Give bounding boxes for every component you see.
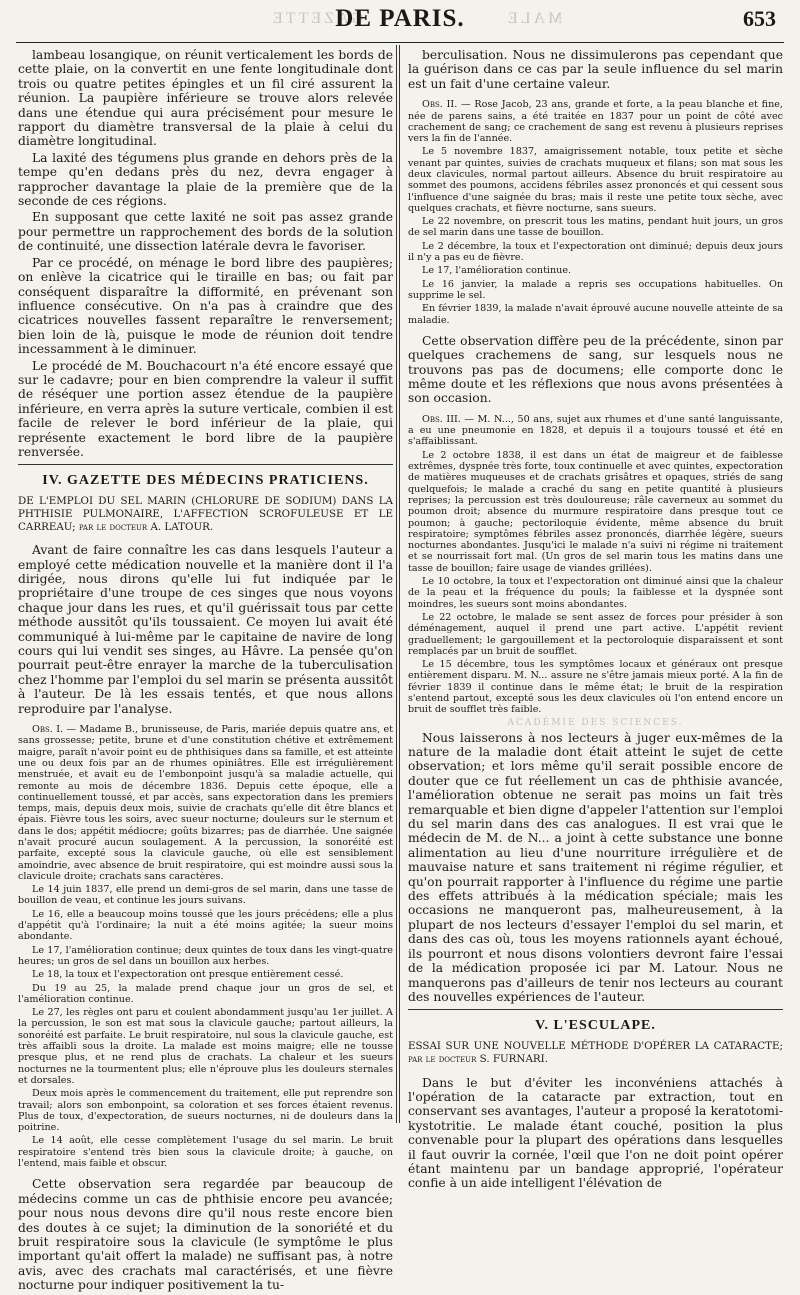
masthead-title: DE PARIS. <box>335 5 465 32</box>
observation-paragraph: Le 27, les règles ont paru et coulent abondamment jusqu'au 1er juillet. A la percussion, le son est mat sous la clavicule gauche; partout ailleurs, la sonoréité est parfaite. Le bruit respiratoire, nul sous la clavicule gauche, est très affaibli sous la droite. La malade est moins maigre; elle ne tousse presque plus, et ne rend plus de crachats. La chaleur et les sueurs nocturnes ne la tourmentent plus; elle n'éprouve plus les douleurs sternales et dorsales. <box>18 1007 393 1086</box>
left-column <box>18 48 393 1295</box>
paragraph: Par ce procédé, on ménage le bord libre des paupières; on enlève la cicatrice qui le tiraille en bas; ou fait par conséquent disparaître la difformité, en prévenant son influence consécutive. On n'a pas à craindre que des cicatrices nouvelles fassent reparaître le renversement; bien loin de là, puisque le mode de réunion doit tendre incessamment à le diminuer. <box>18 255 393 357</box>
observation-paragraph: Le 16, elle a beaucoup moins toussé que les jours précédens; elle a plus d'appétit qu'à l'ordinaire; la nuit a été moins agitée; la sueur moins abondante. <box>18 908 393 943</box>
section-heading: IV. GAZETTE DES MÉDECINS PRATICIENS. <box>42 473 369 489</box>
observation-paragraph: Le 14 août, elle cesse complètement l'usage du sel marin. Le bruit respiratoire s'entend très bien sous la clavicule droite; à gauche, on l'entend, mais faible et obscur. <box>18 1135 393 1170</box>
page-header <box>0 0 800 40</box>
observation-paragraph: Le 22 novembre, on prescrit tous les matins, pendant huit jours, un gros de sel marin dans une tasse de bouillon. <box>408 216 783 239</box>
column-divider <box>396 45 400 1123</box>
observation-paragraph: Du 19 au 25, la malade prend chaque jour un gros de sel, et l'amélioration continue. <box>18 982 393 1005</box>
paragraph: lambeau losangique, on réunit verticalement les bords de cette plaie, on la convertit en une fente longitudinale dont trois ou quatre petites épingles et un fil ciré assurent la réunion. La paupière inférieure se trouve alors relevée dans une étendue qui aura précisément pour mesure le rapport du diamètre transversal de la plaie à celui du diamètre longitudinal. <box>18 48 393 149</box>
section-rule <box>408 1009 783 1010</box>
right-column <box>408 48 783 1193</box>
observation-paragraph: Le 18, la toux et l'expectoration ont presque entièrement cessé. <box>32 969 344 981</box>
bleed-through-text: GAZETTE <box>270 10 363 27</box>
observation-text: — Rose Jacob, 23 ans, grande et forte, a la peau blanche et fine, née de parens sains, a été traitée en 1837 pour un point de côté avec crachement de sang; ce crachement de sang est revenu à plusieurs reprises vers la fin de l'année. <box>408 99 783 145</box>
page-number: 653 <box>743 6 776 31</box>
observation-label: Obs. II. <box>422 99 458 111</box>
observation-paragraph: Le 22 octobre, le malade se sent assez de forces pour présider à son déménagement, auquel il prend une part active. L'appétit revient graduellement; le gargouillement et la pectoroloquie disparaissent et sont remplacés par un bruit de soufflet. <box>408 611 783 657</box>
paragraph: Le procédé de M. Bouchacourt n'a été encore essayé que sur le cadavre; pour en bien comprendre la valeur il suffit de réséquer une portion assez étendue de la paupière inférieure, en verra après la suture verticale, combien il est facile de relever le bord inférieur de la plaie, qui représente exactement le bord libre de la paupière renversée. <box>18 358 393 459</box>
observation-paragraph <box>408 414 783 448</box>
header-rule <box>16 42 784 43</box>
section-heading: V. L'ESCULAPE. <box>535 1018 656 1034</box>
observation-paragraph: Le 10 octobre, la toux et l'expectoration ont diminué ainsi que la chaleur de la peau et la fréquence du pouls; la faiblesse et la dyspnée sont moindres, les sueurs sont moins abondantes. <box>408 576 783 610</box>
article-subtitle: ESSAI SUR UNE NOUVELLE MÉTHODE D'OPÉRER LA CATARACTE; par le docteur S. FURNARI. <box>408 1040 783 1065</box>
observation-text: — M. N..., 50 ans, sujet aux rhumes et d'une santé languissante, a eu une pneumonie en 1828, et depuis il a toujours toussé et été en s'affaiblissant. <box>408 413 784 448</box>
paragraph: En supposant que cette laxité ne soit pas assez grande pour permettre un rapprochement des bords de la solution de continuité, une dissection latérale devra le favoriser. <box>18 210 393 254</box>
observation-label: Obs. I. <box>32 724 64 736</box>
observation-paragraph: Le 15 décembre, tous les symptômes locaux et généraux ont presque entièrement disparu. M. N... assure ne s'être jamais mieux porté. A la fin de février 1839 il continue dans le même état; le bruit de la respiration s'entend partout, excepté sous les deux clavicules où l'on entend encore un bruit de soufflet très faible. <box>408 659 783 716</box>
section-rule <box>18 464 393 465</box>
observation-paragraph <box>408 99 783 144</box>
bleed-through-text: ACADÉMIE DES SCIENCES. <box>507 717 684 728</box>
paragraph: Cette observation sera regardée par beaucoup de médecins comme un cas de phthisie encore peu avancée; pour nous nous devons dire qu'il nous reste encore bien des doutes à ce sujet; la diminution de la sonoriété et du bruit respiratoire sous la clavicule (le symptôme le plus important qu'ait offert la malade) ne suffisant pas, à notre avis, avec des crachats mal caractérisés, et une fièvre nocturne pour indiquer positivement la tu- <box>18 1177 393 1293</box>
observation-paragraph: Deux mois après le commencement du traitement, elle put reprendre son travail; alors son embonpoint, sa coloration et ses forces étaient revenus. Plus de toux, d'expectoration, de sueurs nocturnes, ni de douleurs dans la poitrine. <box>18 1088 393 1134</box>
observation-paragraph: Le 2 octobre 1838, il est dans un état de maigreur et de faiblesse extrêmes, dyspnée très forte, toux continuelle et avec quintes, expectoration de matières muqueuses et de crachats grisâtres et opaques, striés de sang quelquefois; le malade a craché du sang en petite quantité à plusieurs reprises; la percussion est très douloureuse; râle caverneux au sommet du poumon droit; absence du murmure respiratoire dans presque tout ce poumon; à gauche; pectoriloquie évidente, même absence du bruit respiratoire; symptômes fébriles assez prononcés, diarrhée légère, sueurs nocturnes abondantes. Jusqu'ici le malade n'a suivi ni régime ni traitement et se nourrissait fort mal. (Un gros de sel marin tous les matins dans une tasse de bouillon; faire usage de viandes grillées). <box>408 449 783 574</box>
observation-paragraph <box>18 724 393 882</box>
paragraph: Dans le but d'éviter les inconvéniens attachés à l'opération de la cataracte par extraction, tout en conservant ses avantages, l'auteur a proposé la keratotomi-kystotritie. Le malade étant couché, position la plus convenable pour la plupart des opérations dans lesquelles il faut ouvrir la cornée, l'œil que l'on ne doit point opérer étant maintenu par un bandage approprié, l'opérateur confie à un aide intelligent l'élévation de <box>408 1075 783 1191</box>
observation-label: Obs. III. <box>422 413 461 425</box>
observation-paragraph: Le 17, l'amélioration continue; deux quintes de toux dans les vingt-quatre heures; un gros de sel dans un bouillon aux herbes. <box>18 944 393 967</box>
observation-paragraph: Le 16 janvier, la malade a repris ses occupations habituelles. On supprime le sel. <box>408 278 783 301</box>
bleed-through-text: MALE <box>505 10 563 27</box>
observation-text: — Madame B., brunisseuse, de Paris, mariée depuis quatre ans, et sans grossesse; petite, brune et d'une constitution chétive et extrêmement maigre, paraît n'avoir point eu de phthisiques dans sa famille, et est atteinte une ou deux fois par an de rhumes opiniâtres. Elle est irrégulièrement menstruée, et avait eu de l'embonpoint jusqu'à sa maladie actuelle, qui remonte au mois de décembre 1836. Depuis cette époque, elle a continuellement toussé, et par accès, sans expectoration dans les premiers temps, mais, depuis deux mois, suivie de crachats qu'elle dit être blancs et épais. Fièvre tous les soirs, avec sueur nocturne; douleurs sur le sternum et dans le dos; appétit médiocre; goûts bizarres; pas de diarrhée. Une saignée n'avait procuré aucun soulagement. A la percussion, la sonoréité est parfaite, excepté sous la clavicule gauche, où elle est sensiblement amoindrie, avec absence de bruit respiratoire, qui est moindre aussi sous la clavicule droite; crachats sans caractères. <box>18 724 393 882</box>
observation-paragraph: Le 17, l'amélioration continue. <box>422 265 572 277</box>
paragraph: Cette observation diffère peu de la précédente, sinon par quelques crachemens de sang, sur lesquels nous ne trouvons pas pas de documens; elle comporte donc le même doute et les réflexions que nous avons présentées à son occasion. <box>408 333 783 406</box>
observation-paragraph: En février 1839, la malade n'avait éprouvé aucune nouvelle atteinte de sa maladie. <box>408 303 783 326</box>
paragraph: berculisation. Nous ne dissimulerons pas cependant que la guérison dans ce cas par la seule influence du sel marin est un fait d'une certaine valeur. <box>408 48 783 91</box>
observation-paragraph: Le 14 juin 1837, elle prend un demi-gros de sel marin, dans une tasse de bouillon de veau, et continue les jours suivans. <box>18 884 393 907</box>
article-subtitle: DE L'EMPLOI DU SEL MARIN (CHLORURE DE SODIUM) DANS LA PHTHISIE PULMONAIRE, L'AFFECTION SCROFULEUSE ET LE CARREAU; par le docteur A. LATOUR. <box>18 495 393 533</box>
paragraph: La laxité des tégumens plus grande en dehors près de la tempe qu'en dedans près du nez, devra engager à rapprocher davantage la plaie de la première que de la seconde de ces régions. <box>18 150 393 209</box>
observation-paragraph: Le 2 décembre, la toux et l'expectoration ont diminué; depuis deux jours il n'y a pas eu de fièvre. <box>408 240 783 264</box>
article-intro: Avant de faire connaître les cas dans lesquels l'auteur a employé cette médication nouvelle et la manière dont il l'a dirigée, nous dirons qu'elle lui fut indiquée par le propriétaire d'une troupe de ces singes que nous voyons chaque jour dans les rues, et qu'il guérissait tous par cette méthode aussitôt qu'ils toussaient. Ce moyen lui avait été communiqué à lui-même par le capitaine de navire de long cours qui lui vendit ses singes, au Hâvre. La pensée qu'on pourrait peut-être enrayer la marche de la tuberculisation chez l'homme par l'emploi du sel marin se présenta aussitôt à l'auteur. De là les essais tentés, et que nous allons reproduire par l'analyse. <box>18 543 393 716</box>
paragraph: Nous laisserons à nos lecteurs à juger eux-mêmes de la nature de la maladie dont était atteint le sujet de cette observation; et lors même qu'il serait possible encore de douter que ce fut réellement un cas de phthisie avancée, l'amélioration obtenue ne serait pas moins un fait très remarquable et bien digne d'appeler l'attention sur l'emploi du sel marin dans des cas analogues. Il est vrai que le médecin de M. de N... a joint à cette substance une bonne alimentation au lieu d'une nourriture irrégulière et de mauvaise nature et sans traitement ni régime régulier, et qu'on pourrait rapporter à l'influence du régime une partie des effets attribués à la médication spéciale; mais les occasions ne manqueront pas, malheureusement, à la plupart de nos lecteurs d'essayer l'emploi du sel marin, et dans des cas où, tous les moyens rationnels ayant échoué, ils pourront et nous disons volontiers devront faire l'essai de la médication proposée ici par M. Latour. Nous ne manquerons pas d'ailleurs de tenir nos lecteurs au courant des nouvelles expériences de l'auteur. <box>408 730 783 1004</box>
observation-paragraph: Le 5 novembre 1837, amaigrissement notable, toux petite et sèche venant par quintes, suivies de crachats muqueux et filans; son mat sous les deux clavicules, normal partout ailleurs. Absence du bruit respiratoire au sommet des poumons, accidens fébriles assez prononcés et qui cessent sous l'influence d'une saignée du bras; mais il reste une petite toux sèche, avec quelques crachats, et fièvre nocturne, sans sueurs. <box>408 146 783 214</box>
